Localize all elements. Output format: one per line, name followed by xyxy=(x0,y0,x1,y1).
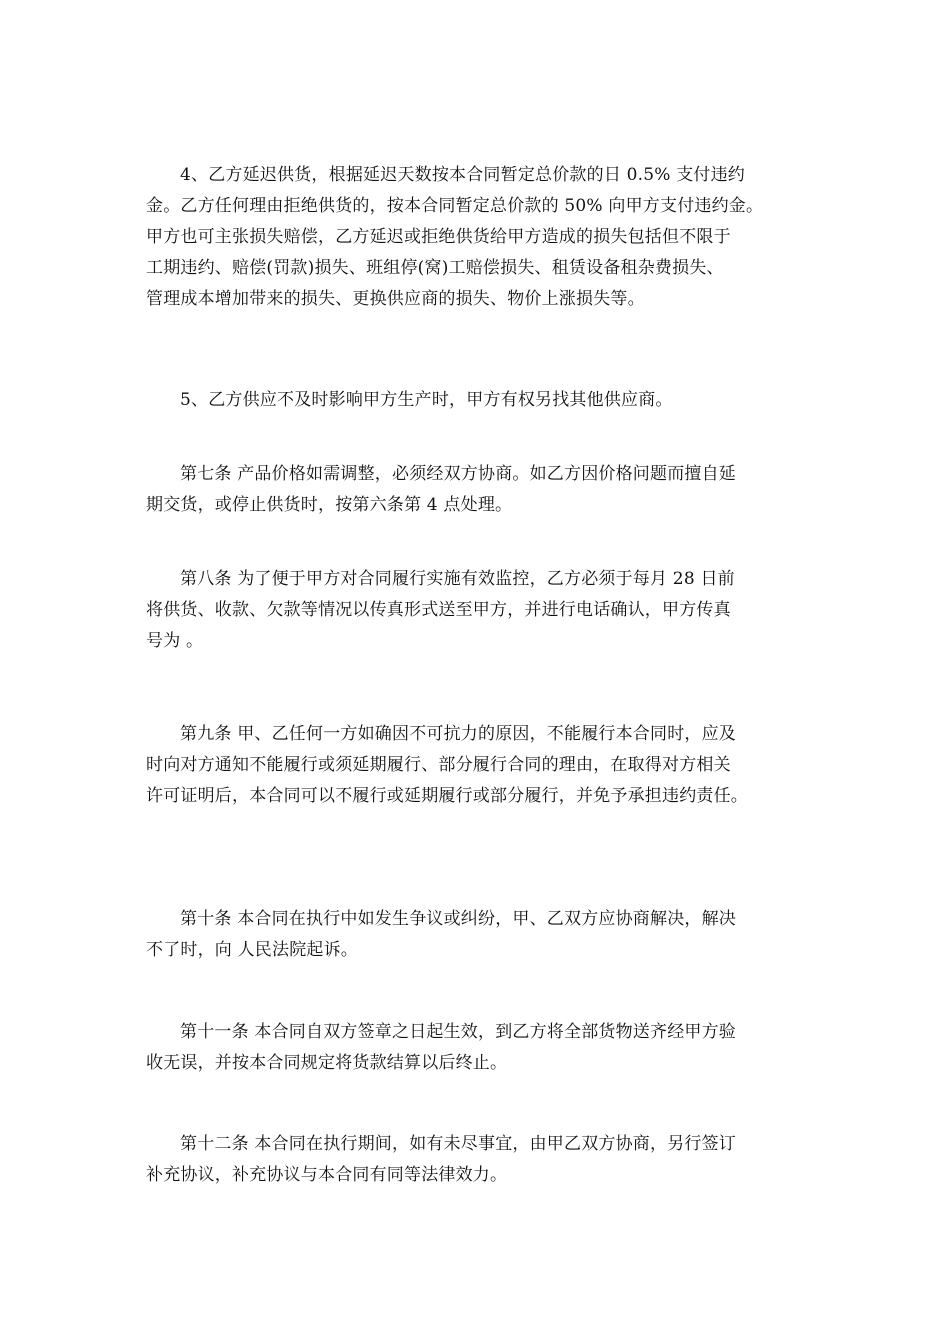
text-line: 5、乙方供应不及时影响甲方生产时，甲方有权另找其他供应商。 xyxy=(180,390,673,410)
paragraph-clause-10 xyxy=(146,904,826,966)
paragraph-clause-6-4 xyxy=(146,160,826,315)
paragraph-clause-6-5 xyxy=(146,385,826,416)
text-line: 收无误，并按本合同规定将货款结算以后终止。 xyxy=(146,1053,508,1073)
text-line: 时向对方通知不能履行或须延期履行、部分履行合同的理由，在取得对方相关 xyxy=(146,755,731,775)
text-line: 将供货、收款、欠款等情况以传真形式送至甲方，并进行电话确认，甲方传真 xyxy=(146,600,731,620)
text-line: 第七条 产品价格如需调整，必须经双方协商。如乙方因价格问题而擅自延 xyxy=(180,464,737,484)
text-line: 号为 。 xyxy=(146,631,204,651)
paragraph-clause-7 xyxy=(146,459,826,521)
paragraph-clause-11 xyxy=(146,1017,826,1079)
paragraph-clause-9 xyxy=(146,719,826,812)
text-line: 甲方也可主张损失赔偿，乙方延迟或拒绝供货给甲方造成的损失包括但不限于 xyxy=(146,227,731,247)
text-line: 4、乙方延迟供货，根据延迟天数按本合同暂定总价款的日 0.5% 支付违约 xyxy=(180,165,746,185)
text-line: 期交货，或停止供货时，按第六条第 4 点处理。 xyxy=(146,495,513,515)
text-line: 管理成本增加带来的损失、更换供应商的损失、物价上涨损失等。 xyxy=(146,289,645,309)
text-line: 第八条 为了便于甲方对合同履行实施有效监控，乙方必须于每月 28 日前 xyxy=(180,569,735,589)
text-line: 不了时，向 人民法院起诉。 xyxy=(146,940,359,960)
text-line: 补充协议，补充协议与本合同有同等法律效力。 xyxy=(146,1165,508,1185)
text-line: 金。乙方任何理由拒绝供货的，按本合同暂定总价款的 50% 向甲方支付违约金。 xyxy=(146,196,764,216)
text-line: 第十一条 本合同自双方签章之日起生效，到乙方将全部货物送齐经甲方验 xyxy=(180,1022,737,1042)
text-line: 工期违约、赔偿(罚款)损失、班组停(窝)工赔偿损失、租赁设备租杂费损失、 xyxy=(146,258,724,278)
text-line: 第十二条 本合同在执行期间，如有未尽事宜，由甲乙双方协商，另行签订 xyxy=(180,1134,737,1154)
text-line: 第十条 本合同在执行中如发生争议或纠纷，甲、乙双方应协商解决，解决 xyxy=(180,909,737,929)
text-line: 许可证明后，本合同可以不履行或延期履行或部分履行，并免予承担违约责任。 xyxy=(146,786,748,806)
text-line: 第九条 甲、乙任何一方如确因不可抗力的原因，不能履行本合同时，应及 xyxy=(180,724,737,744)
paragraph-clause-12 xyxy=(146,1129,826,1191)
paragraph-clause-8 xyxy=(146,564,826,657)
